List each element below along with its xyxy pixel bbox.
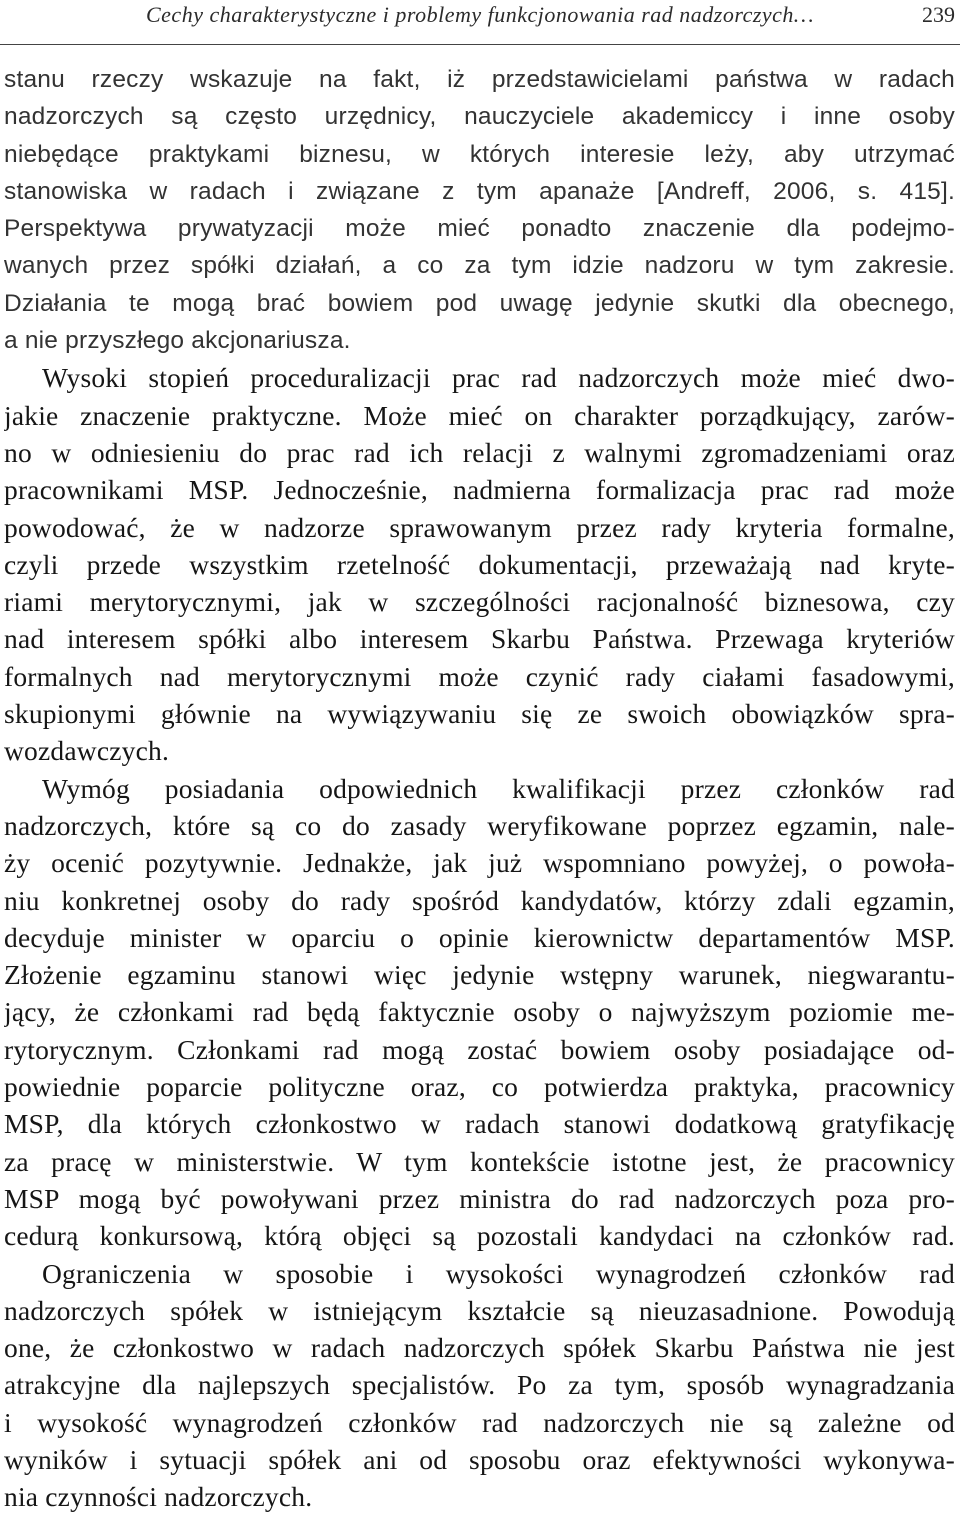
text-line: i wysokość wynagrodzeń członków rad nadzorczych nie są zależne od <box>4 1406 955 1438</box>
text-line: nadzorczych są często urzędnicy, nauczyciele akademiccy i inne osoby <box>4 103 955 131</box>
running-title: Cechy charakterystyczne i problemy funkcjonowania rad nadzorczych… <box>145 2 814 27</box>
text-line: atrakcyjne dla najlepszych specjalistów. Po za tym, sposób wynagradzania <box>4 1369 955 1401</box>
header-rule <box>0 44 960 45</box>
text-line: nadzorczych spółek w istniejącym kształcie są nieuzasadnione. Powodują <box>4 1294 955 1326</box>
text-line: riami merytorycznymi, jak w szczególności racjonalność biznesowa, czy <box>4 586 955 618</box>
text-line: formalnych nad merytorycznymi może czynić rady ciałami fasadowymi, <box>4 660 955 692</box>
text-line: MSP mogą być powoływani przez ministra do rad nadzorczych poza pro- <box>4 1182 955 1214</box>
text-line: cedurą konkursową, którą objęci są pozostali kandydaci na członków rad. <box>4 1220 955 1252</box>
page-number: 239 <box>922 2 955 27</box>
text-line: nadzorczych, które są co do zasady weryfikowane poprzez egzamin, nale- <box>4 809 955 841</box>
text-line: skupionymi głównie na wywiązywaniu się ze swoich obowiązków spra- <box>4 698 955 730</box>
text-line: Perspektywa prywatyzacji może mieć ponadto znaczenie dla podejmo- <box>4 215 955 243</box>
text-line: decyduje minister w oparciu o opinie kierownictw departamentów MSP. <box>4 921 955 953</box>
text-line: rytorycznym. Członkami rad mogą zostać bowiem osoby posiadające od- <box>4 1033 955 1065</box>
text-line: ży ocenić pozytywnie. Jednakże, jak już wspomniano powyżej, o powoła- <box>4 847 955 879</box>
text-line: one, że członkostwo w radach nadzorczych spółek Skarbu Państwa nie jest <box>4 1332 955 1364</box>
text-line: czyli przede wszystkim rzetelność dokumentacji, przeważają nad kryte- <box>4 548 955 580</box>
text-line: jący, że członkami rad będą faktycznie osoby o najwyższym poziomie me- <box>4 996 955 1028</box>
running-header <box>0 0 960 30</box>
text-line: wyników i sytuacji spółek ani od sposobu oraz efektywności wykonywa- <box>4 1443 955 1475</box>
text-line: jakie znaczenie praktyczne. Może mieć on charakter porządkujący, zarów- <box>4 399 955 431</box>
text-line: powiednie poparcie polityczne oraz, co potwierdza praktyka, pracownicy <box>4 1071 955 1103</box>
body-text <box>4 61 955 1516</box>
paragraph <box>4 359 955 769</box>
text-line: nad interesem spółki albo interesem Skarbu Państwa. Przewaga kryteriów <box>4 623 955 655</box>
text-line: MSP, dla których członkostwo w radach stanowi dodatkową gratyfikację <box>4 1108 955 1140</box>
text-line: pracownikami MSP. Jednocześnie, nadmierna formalizacja prac rad może <box>4 474 955 506</box>
text-line: niebędące praktykami biznesu, w których interesie leży, aby utrzymać <box>4 140 955 168</box>
text-line: Działania te mogą brać bowiem pod uwagę jedynie skutki dla obecnego, <box>4 289 955 317</box>
text-line: a nie przyszłego akcjonariusza. <box>4 327 351 355</box>
text-line: no w odniesieniu do prac rad ich relacji z walnymi zgromadzeniami oraz <box>4 436 955 468</box>
text-line: Wymóg posiadania odpowiednich kwalifikacji przez członków rad <box>42 772 955 804</box>
text-line: Ograniczenia w sposobie i wysokości wynagrodzeń członków rad <box>42 1257 955 1289</box>
text-line: Wysoki stopień proceduralizacji prac rad nadzorczych może mieć dwo- <box>42 362 955 394</box>
paragraph <box>4 770 955 1255</box>
text-line: powodować, że w nadzorze sprawowanym przez rady kryteria formalne, <box>4 511 955 543</box>
text-line: Złożenie egzaminu stanowi więc jedynie wstępny warunek, niegwarantu- <box>4 959 955 991</box>
text-line: nia czynności nadzorczych. <box>4 1481 313 1513</box>
paragraph <box>4 61 955 359</box>
text-line: wanych przez spółki działań, a co za tym idzie nadzoru w tym zakresie. <box>4 252 955 280</box>
text-line: wozdawczych. <box>4 735 170 767</box>
text-line: za pracę w ministerstwie. W tym kontekście istotne jest, że pracownicy <box>4 1145 955 1177</box>
paragraph <box>4 1255 955 1516</box>
text-line: niu konkretnej osoby do rady spośród kandydatów, którzy zdali egzamin, <box>4 884 955 916</box>
text-line: stanu rzeczy wskazuje na fakt, iż przedstawicielami państwa w radach <box>4 66 955 93</box>
text-line: stanowiska w radach i związane z tym apanaże [Andreff, 2006, s. 415]. <box>4 177 955 205</box>
